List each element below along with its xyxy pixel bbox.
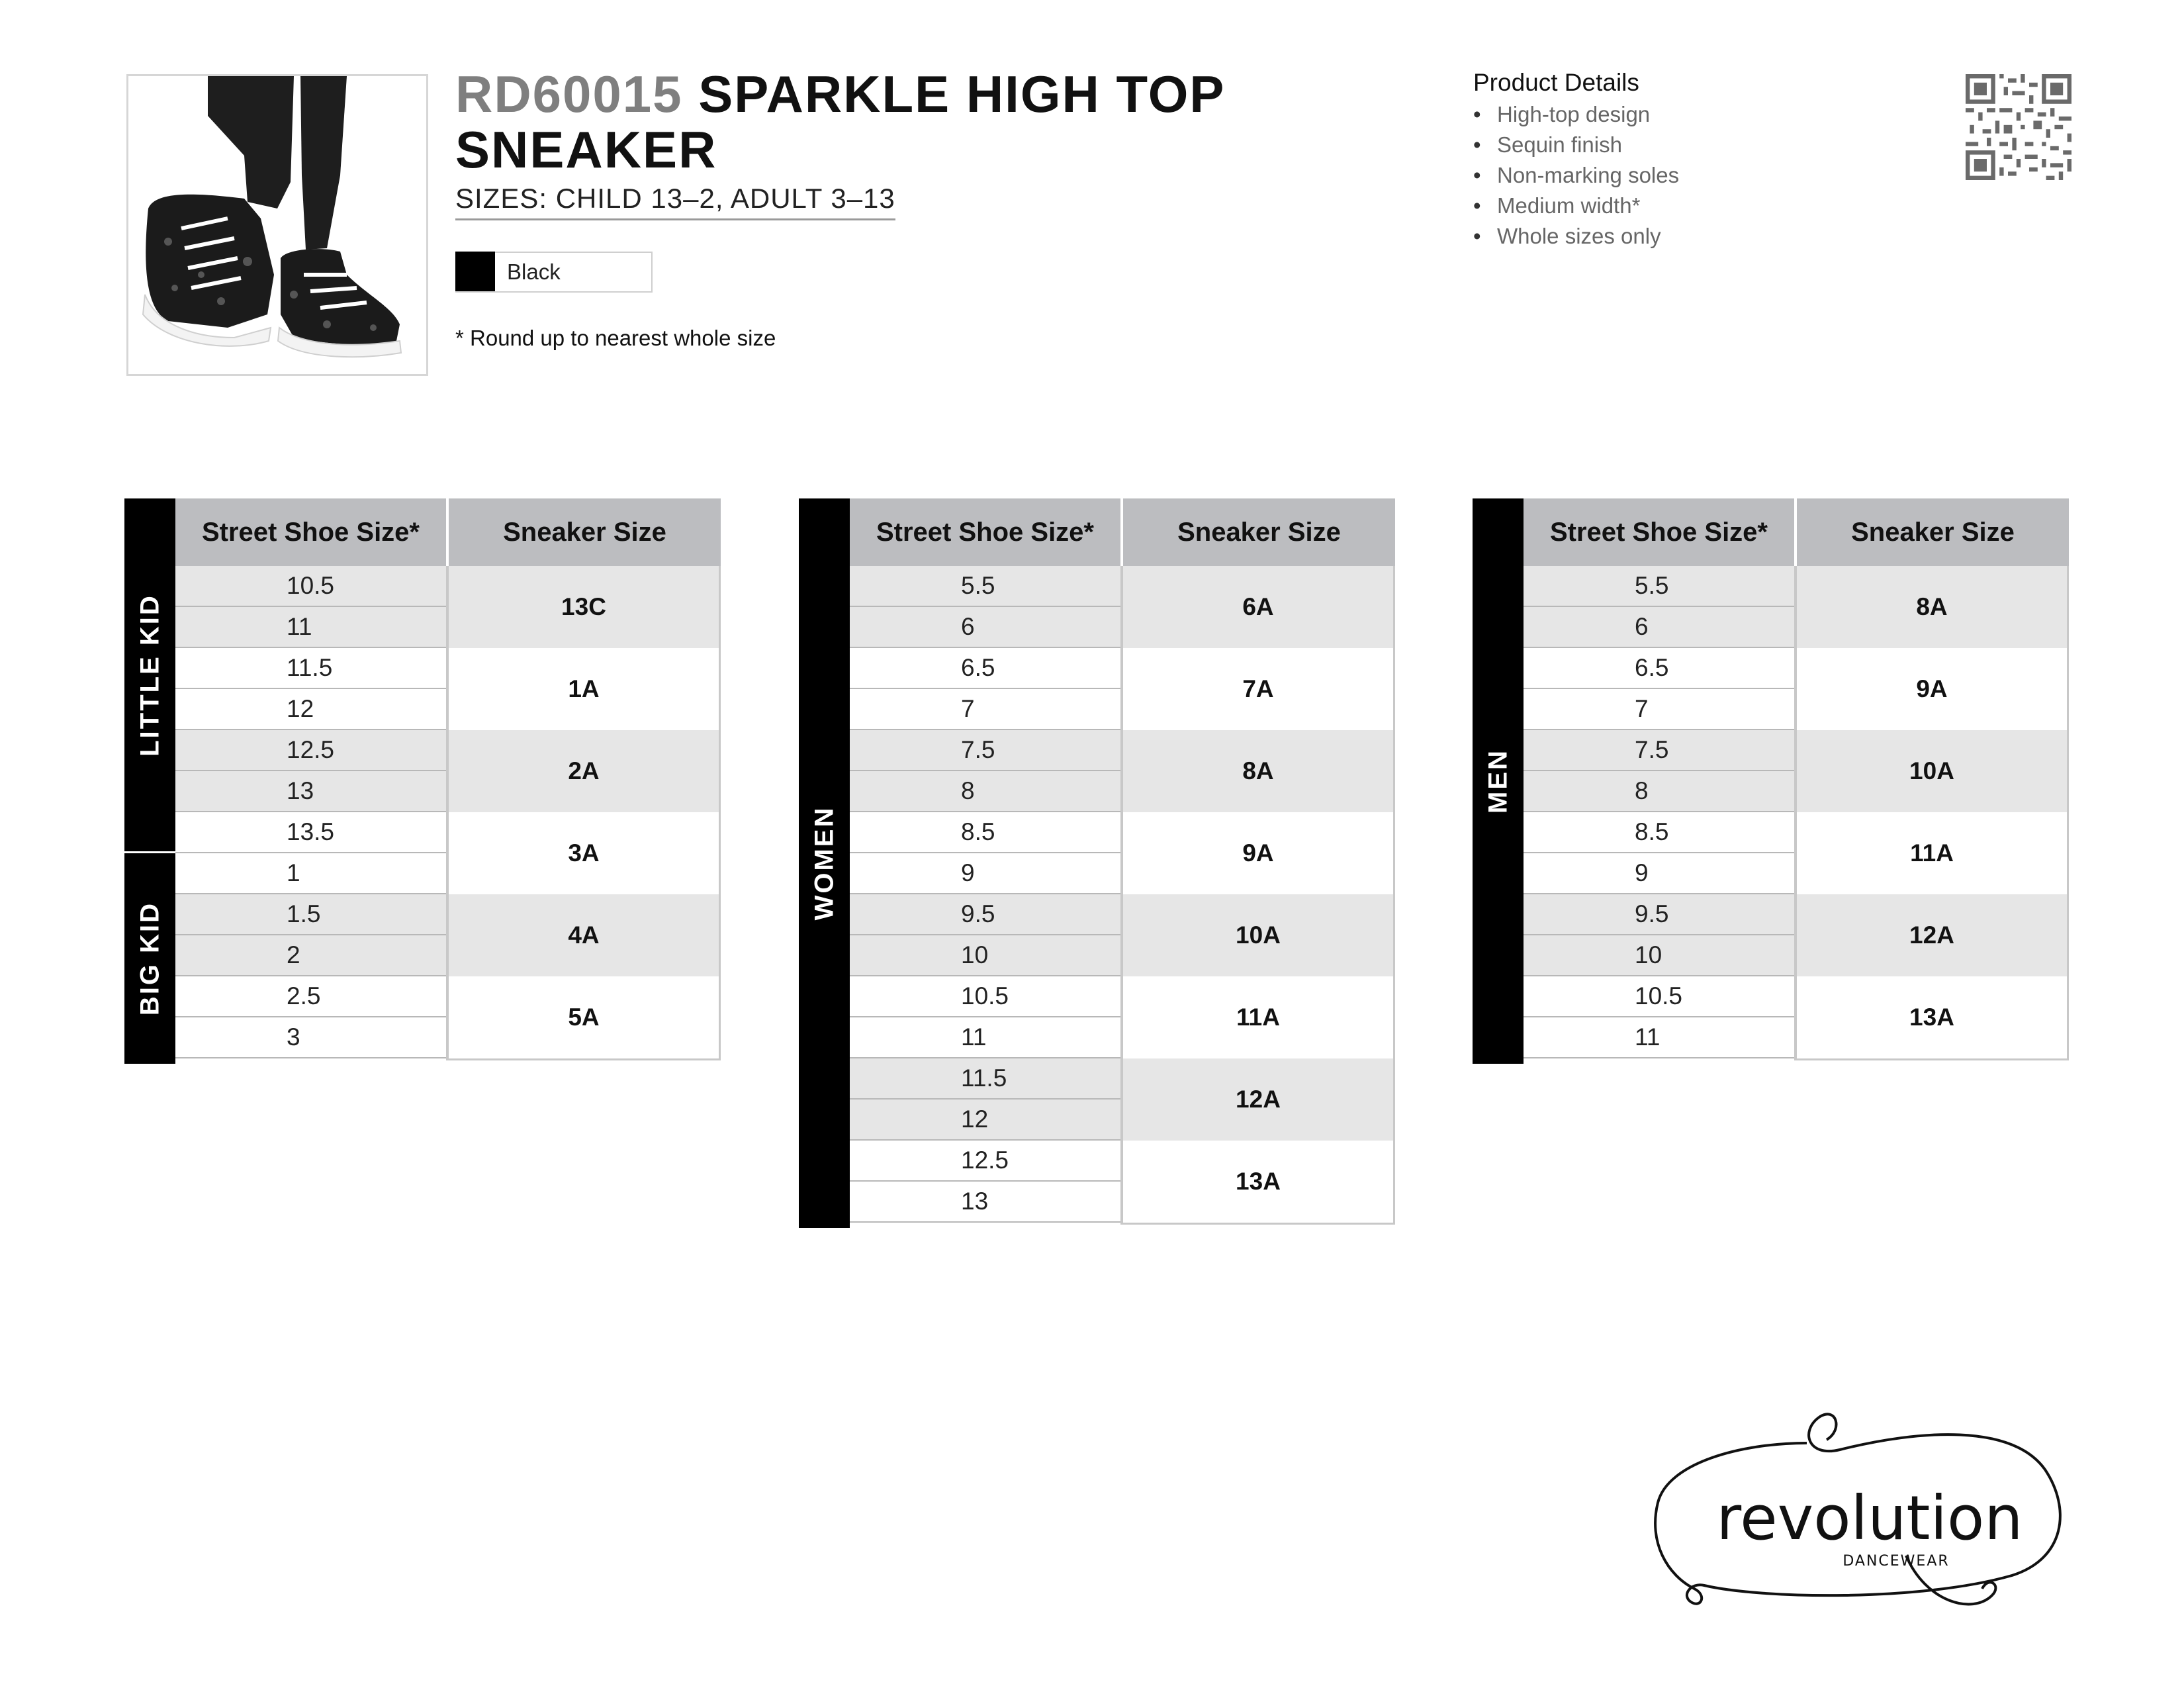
size-grid [1524,498,2069,1064]
street-size-cell: 12 [850,1100,1120,1141]
street-size-cell: 6 [850,607,1120,648]
sneaker-size-header: Sneaker Size [449,498,721,566]
street-size-cell: 8 [850,771,1120,812]
sneaker-size-cell: 6A [1123,566,1393,648]
logo-sub: DANCEWEAR [1843,1553,1950,1570]
sneaker-size-cell: 8A [1797,566,2067,648]
sneaker-size-cell: 9A [1242,839,1274,867]
sneaker-size-cell: 2A [449,730,719,812]
logo-brand: revolution [1716,1483,2023,1554]
details-list [1473,99,1679,252]
street-size-cell: 11 [1524,1017,1794,1058]
street-size-header: Street Shoe Size* [1524,498,1797,566]
sneaker-size-cell: 13A [1236,1168,1281,1195]
street-size-cell: 13 [850,1182,1120,1223]
street-size-cell: 1.5 [175,894,446,935]
group-column [799,498,850,1228]
sneaker-size-cell: 10A [1123,894,1393,976]
product-name: SPARKLE HIGH TOP SNEAKER [455,65,1225,179]
details-title: Product Details [1473,69,1639,96]
size-note: * Round up to nearest whole size [455,326,776,350]
street-size-cell: 8.5 [1524,812,1794,853]
sneaker-size-cell: 11A [1236,1004,1280,1031]
size-grid [175,498,721,1064]
sneaker-size-cell: 7A [1242,675,1274,702]
details-item: • Sequin finish [1473,130,1679,160]
color-name: Black [507,259,561,284]
street-size-column [850,566,1123,1225]
street-size-cell: 6.5 [850,648,1120,689]
street-size-cell: 10 [850,935,1120,976]
details-item: • Whole sizes only [1473,221,1679,252]
street-size-cell: 1 [175,853,446,894]
sneaker-size-column [1123,566,1395,1225]
sneaker-size-cell: 9A [1916,675,1948,702]
color-option [455,252,653,293]
street-size-cell: 12.5 [175,730,446,771]
product-title [455,66,1316,177]
sneaker-size-cell: 10A [1797,730,2067,812]
street-size-cell: 9 [1524,853,1794,894]
street-size-cell: 10 [1524,935,1794,976]
street-size-cell: 5.5 [850,566,1120,607]
size-chart-women [799,498,1395,1228]
street-size-column [1524,566,1797,1060]
street-size-cell: 10.5 [175,566,446,607]
size-chart-kids [124,498,721,1064]
sneaker-size-cell: 5A [568,1004,600,1031]
street-size-cell: 11 [850,1017,1120,1058]
group-column [124,498,175,1064]
sneaker-size-cell: 1A [568,675,600,702]
sneaker-size-cell: 8A [1123,730,1393,812]
group-label: BIG KID [124,853,175,1064]
revolution-dancewear-logo [1641,1403,2078,1628]
group-label: MEN [1473,498,1524,1064]
street-size-cell: 10.5 [850,976,1120,1017]
sneaker-size-column [449,566,721,1060]
street-size-cell: 13.5 [175,812,446,853]
table-header [175,498,721,566]
table-header [850,498,1395,566]
sneaker-size-header: Sneaker Size [1797,498,2069,566]
street-size-cell: 2 [175,935,446,976]
street-size-cell: 12.5 [850,1141,1120,1182]
street-size-cell: 5.5 [1524,566,1794,607]
street-size-header: Street Shoe Size* [175,498,449,566]
sneaker-size-cell: 12A [1797,894,2067,976]
sneaker-size-cell: 4A [449,894,719,976]
table-body [850,566,1395,1225]
group-label: WOMEN [799,498,850,1228]
size-grid [850,498,1395,1228]
street-size-cell: 11.5 [175,648,446,689]
street-size-cell: 11.5 [850,1058,1120,1100]
product-code: RD60015 [455,65,683,123]
street-size-cell: 8 [1524,771,1794,812]
sneaker-size-column [1797,566,2069,1060]
qr-code-icon [1966,74,2071,180]
sneaker-size-cell: 13C [449,566,719,648]
street-size-cell: 10.5 [1524,976,1794,1017]
table-body [175,566,721,1060]
street-size-cell: 6 [1524,607,1794,648]
street-size-column [175,566,449,1060]
street-size-cell: 8.5 [850,812,1120,853]
street-size-cell: 11 [175,607,446,648]
street-size-cell: 6.5 [1524,648,1794,689]
street-size-cell: 3 [175,1017,446,1058]
sneaker-size-header: Sneaker Size [1123,498,1395,566]
street-size-cell: 7 [1524,689,1794,730]
color-swatch [455,252,495,291]
street-size-cell: 12 [175,689,446,730]
street-size-cell: 13 [175,771,446,812]
street-size-cell: 9.5 [850,894,1120,935]
group-label: LITTLE KID [124,498,175,853]
street-size-cell: 7.5 [1524,730,1794,771]
details-item: • Non-marking soles [1473,160,1679,191]
sneaker-size-cell: 3A [568,839,600,867]
street-size-header: Street Shoe Size* [850,498,1123,566]
table-body [1524,566,2069,1060]
table-header [1524,498,2069,566]
size-chart-men [1473,498,2069,1064]
details-item: • Medium width* [1473,191,1679,221]
street-size-cell: 7.5 [850,730,1120,771]
sneaker-size-cell: 13A [1909,1004,1954,1031]
street-size-cell: 7 [850,689,1120,730]
street-size-cell: 2.5 [175,976,446,1017]
product-details [1473,69,1679,252]
sneaker-size-cell: 11A [1910,839,1954,867]
sneaker-size-cell: 12A [1123,1058,1393,1141]
size-range: SIZES: CHILD 13–2, ADULT 3–13 [455,183,895,220]
street-size-cell: 9 [850,853,1120,894]
sneaker-image [128,76,426,374]
group-column [1473,498,1524,1064]
street-size-cell: 9.5 [1524,894,1794,935]
product-photo [126,74,428,376]
details-item: • High-top design [1473,99,1679,130]
